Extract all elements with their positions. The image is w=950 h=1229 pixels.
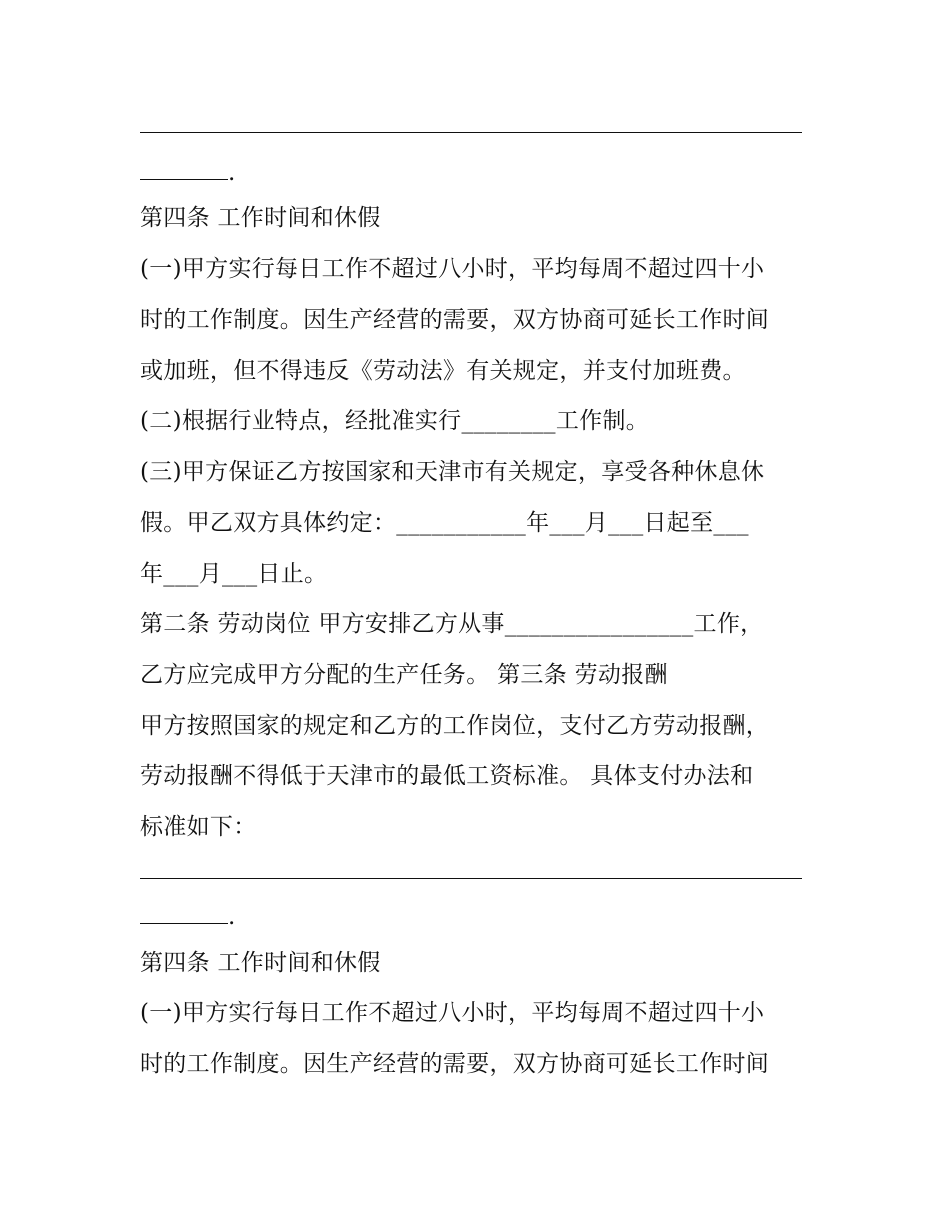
section-heading: 第四条 工作时间和休假	[140, 950, 381, 976]
period: .	[228, 160, 236, 186]
paragraph-line: 劳动报酬不得低于天津市的最低工资标准。 具体支付办法和	[140, 763, 754, 789]
blank-fill-line-end	[140, 902, 235, 932]
short-blank	[140, 905, 228, 924]
short-blank	[140, 161, 228, 180]
paragraph-line: 或加班，但不得违反《劳动法》有关规定，并支付加班费。	[140, 358, 746, 384]
paragraph-line: 时的工作制度。因生产经营的需要，双方协商可延长工作时间	[140, 307, 770, 333]
paragraph-line: 年___月___日止。	[140, 561, 328, 587]
paragraph-line: (一)甲方实行每日工作不超过八小时，平均每周不超过四十小	[140, 1000, 765, 1026]
paragraph-line: 假。甲乙双方具体约定：___________年___月___日起至___	[140, 510, 749, 536]
blank-fill-line	[140, 878, 802, 879]
paragraph-line: 标准如下：	[140, 814, 257, 840]
section-heading: 第四条 工作时间和休假	[140, 205, 381, 231]
period: .	[228, 904, 236, 930]
paragraph-line: 甲方按照国家的规定和乙方的工作岗位，支付乙方劳动报酬，	[140, 713, 770, 739]
paragraph-line: (三)甲方保证乙方按国家和天津市有关规定，享受各种休息休	[140, 459, 765, 485]
blank-fill-line-end	[140, 158, 235, 188]
paragraph-line: 乙方应完成甲方分配的生产任务。 第三条 劳动报酬	[140, 662, 668, 688]
blank-fill-line	[140, 132, 802, 133]
paragraph-line: 时的工作制度。因生产经营的需要，双方协商可延长工作时间	[140, 1051, 770, 1077]
paragraph-line: (二)根据行业特点，经批准实行________工作制。	[140, 408, 650, 434]
paragraph-line: (一)甲方实行每日工作不超过八小时，平均每周不超过四十小	[140, 256, 765, 282]
paragraph-line: 第二条 劳动岗位 甲方安排乙方从事________________工作，	[140, 611, 764, 637]
